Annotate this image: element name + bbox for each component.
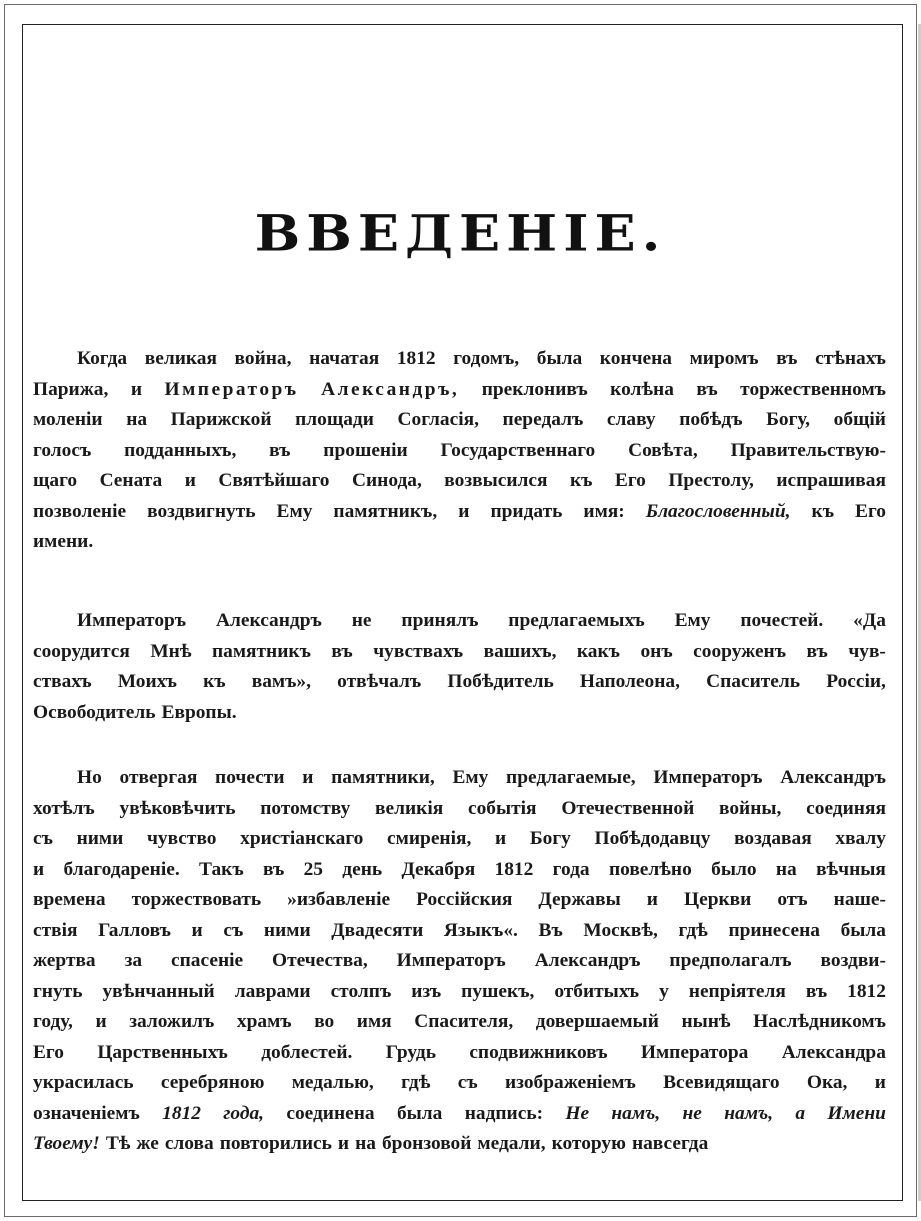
paragraph-1 bbox=[33, 344, 886, 558]
word: Согласiя, bbox=[397, 409, 479, 430]
word: времена bbox=[33, 889, 106, 910]
word: года bbox=[552, 858, 590, 880]
text-line bbox=[33, 698, 886, 729]
word: сподвижниковъ bbox=[469, 1041, 608, 1063]
word: увѣнчанный bbox=[102, 980, 215, 1002]
word: 25 bbox=[303, 858, 323, 880]
word: и bbox=[874, 1072, 886, 1093]
word: пушекъ, bbox=[461, 980, 535, 1002]
word: бронзовой bbox=[381, 1133, 472, 1154]
word: имя bbox=[356, 1011, 392, 1032]
text-line bbox=[33, 946, 886, 977]
word: торжествовать bbox=[131, 889, 262, 910]
word: и bbox=[458, 500, 470, 522]
word: ними bbox=[263, 919, 311, 941]
word: въ bbox=[269, 439, 291, 461]
word: почести bbox=[215, 767, 285, 788]
word: серебряною bbox=[160, 1072, 265, 1093]
word: великая bbox=[144, 348, 217, 369]
word: колѣна bbox=[610, 378, 674, 400]
word: щаго bbox=[33, 470, 78, 491]
word: въ bbox=[262, 858, 285, 880]
word: ними bbox=[76, 828, 124, 849]
word: преклонивъ bbox=[481, 378, 588, 400]
word: торжественномъ bbox=[740, 378, 886, 400]
word: памятникъ, bbox=[333, 500, 438, 522]
word: украсилась bbox=[33, 1072, 134, 1093]
text-line bbox=[33, 667, 886, 698]
word: принесена bbox=[728, 919, 820, 941]
word: означенiемъ bbox=[33, 1102, 140, 1124]
text-line bbox=[33, 916, 886, 947]
word: за bbox=[124, 950, 143, 971]
word: голосъ bbox=[33, 439, 92, 461]
page-title: ВВЕДЕНIЕ. bbox=[254, 203, 667, 263]
text-line bbox=[33, 794, 886, 825]
word: испрашивая bbox=[776, 470, 886, 491]
word: гдѣ bbox=[401, 1072, 431, 1093]
text-line bbox=[33, 436, 886, 467]
word: «Да bbox=[853, 610, 886, 631]
word: храмъ bbox=[236, 1011, 292, 1032]
word: намъ, bbox=[724, 1102, 774, 1124]
word: во bbox=[314, 1011, 335, 1032]
word: Совѣта, bbox=[628, 439, 698, 461]
text-line bbox=[33, 855, 886, 886]
word: предлагаемые, bbox=[506, 767, 636, 788]
word: воздвигнуть bbox=[147, 500, 256, 522]
word: Тѣ bbox=[105, 1133, 131, 1154]
word: ствахъ bbox=[33, 671, 92, 692]
word: Спасителя, bbox=[414, 1011, 514, 1032]
word: заложилъ bbox=[129, 1011, 215, 1032]
word: въ bbox=[805, 980, 828, 1002]
word: 1812 bbox=[494, 858, 534, 880]
word: Галловъ bbox=[98, 919, 171, 941]
word: соединена bbox=[286, 1102, 375, 1124]
word: отвергая bbox=[119, 767, 198, 788]
word: Имени bbox=[827, 1102, 886, 1124]
word: повторились bbox=[219, 1133, 332, 1154]
text-line bbox=[33, 1007, 886, 1038]
word: которую bbox=[551, 1133, 626, 1154]
word: вамъ», bbox=[251, 671, 311, 692]
word: христiанскаго bbox=[240, 828, 364, 849]
word: Побѣдитель bbox=[447, 671, 554, 692]
word: Царственныхъ bbox=[97, 1041, 228, 1063]
word: Александра bbox=[781, 1041, 886, 1063]
word: чув- bbox=[848, 640, 886, 662]
word: день bbox=[342, 858, 383, 880]
word: Москвѣ, bbox=[583, 919, 658, 941]
word: начатая bbox=[309, 348, 380, 369]
word: изображенiемъ bbox=[504, 1072, 636, 1093]
word: медалью, bbox=[291, 1072, 374, 1093]
word: Церкви bbox=[684, 889, 752, 910]
word: позволенiе bbox=[33, 500, 127, 522]
paragraph-2 bbox=[33, 606, 886, 728]
word: повелѣно bbox=[608, 858, 692, 880]
word: Богу, bbox=[766, 409, 811, 430]
word: и bbox=[337, 1133, 350, 1154]
word: Александръ, bbox=[321, 378, 460, 400]
word: и bbox=[302, 767, 314, 788]
text-line bbox=[33, 637, 886, 668]
word: надпись: bbox=[464, 1102, 544, 1124]
word: была bbox=[396, 1102, 443, 1124]
word: отъ bbox=[777, 889, 808, 910]
word: Правительствую- bbox=[730, 439, 886, 461]
word: на bbox=[126, 409, 148, 430]
word: нынѣ bbox=[681, 1011, 731, 1032]
word: Престолу, bbox=[668, 470, 754, 491]
word: Грудь bbox=[385, 1041, 436, 1063]
word: съ bbox=[33, 828, 53, 849]
word: общiй bbox=[833, 409, 886, 430]
word: хвалу bbox=[835, 828, 886, 849]
text-line bbox=[33, 1129, 886, 1160]
word: Ему bbox=[452, 767, 489, 788]
word: соединяя bbox=[806, 797, 886, 819]
word: изъ bbox=[411, 980, 442, 1002]
word: Богу bbox=[529, 828, 571, 849]
word: не bbox=[682, 1102, 702, 1124]
word: благодаренiе. bbox=[63, 858, 180, 880]
word: Россiйския bbox=[416, 889, 513, 910]
word: площади bbox=[295, 409, 374, 430]
word: отвѣчалъ bbox=[337, 671, 422, 692]
word: побѣдъ bbox=[679, 409, 743, 430]
word: почестей. bbox=[740, 610, 824, 631]
word: Наполеона, bbox=[579, 671, 680, 692]
word: съ bbox=[223, 919, 244, 941]
word: Сената bbox=[99, 470, 163, 491]
word: Ему bbox=[674, 610, 711, 631]
word: Ока, bbox=[806, 1072, 848, 1093]
word: году, bbox=[33, 1011, 73, 1032]
word: воздви- bbox=[820, 950, 886, 971]
word: стѣнахъ bbox=[815, 348, 886, 369]
word: отбитыхъ bbox=[554, 980, 640, 1002]
word: Императоръ bbox=[653, 767, 763, 788]
word: предлагаемыхъ bbox=[508, 610, 645, 631]
word: война, bbox=[234, 348, 292, 369]
word: Твоему! bbox=[33, 1133, 100, 1154]
word: же bbox=[136, 1133, 159, 1154]
word: Россiи, bbox=[826, 671, 886, 692]
text-line bbox=[33, 606, 886, 637]
text-line bbox=[33, 824, 886, 855]
word: передалъ bbox=[502, 409, 584, 430]
word: къ bbox=[203, 671, 226, 692]
word: навсегда bbox=[631, 1133, 709, 1154]
word: прошенiи bbox=[323, 439, 408, 461]
word: памятники, bbox=[331, 767, 435, 788]
word: и bbox=[191, 919, 203, 941]
word: на bbox=[355, 1133, 376, 1154]
word: великiя bbox=[375, 797, 444, 819]
paragraph-3 bbox=[33, 763, 886, 1160]
word: Александръ bbox=[216, 610, 322, 631]
word: Не bbox=[565, 1102, 590, 1124]
text-line bbox=[33, 527, 886, 558]
word: Отечественной bbox=[561, 797, 695, 819]
word: потомству bbox=[260, 797, 351, 819]
word: Его bbox=[855, 500, 886, 522]
word: какъ bbox=[576, 640, 620, 662]
text-line bbox=[33, 405, 886, 436]
text-line bbox=[33, 885, 886, 916]
word: смиренiя, bbox=[387, 828, 472, 849]
word: 1812 bbox=[396, 348, 436, 369]
word: Парижа, bbox=[33, 378, 109, 400]
word: Языкъ«. bbox=[443, 919, 518, 941]
word: и bbox=[95, 1011, 107, 1032]
word: была bbox=[536, 348, 583, 369]
word: Освободитель bbox=[33, 701, 156, 723]
word: Его bbox=[33, 1041, 64, 1063]
word: и bbox=[130, 378, 143, 400]
word: Когда bbox=[77, 348, 128, 369]
word: Европы. bbox=[161, 701, 237, 723]
word: соорудится bbox=[33, 640, 130, 662]
word: Державы bbox=[538, 889, 621, 910]
word: съ bbox=[457, 1072, 478, 1093]
word: Побѣдодавцу bbox=[594, 828, 711, 849]
text-line bbox=[33, 375, 886, 406]
word: въ bbox=[806, 640, 828, 662]
word: вѣчныя bbox=[816, 858, 886, 880]
word: намъ, bbox=[611, 1102, 661, 1124]
word: и bbox=[646, 889, 658, 910]
word: была bbox=[840, 919, 886, 941]
word: Такъ bbox=[199, 858, 244, 880]
word: Святѣйшаго bbox=[218, 470, 330, 491]
word: Всевидящаго bbox=[663, 1072, 780, 1093]
word: довершаемый bbox=[535, 1011, 659, 1032]
word: наше- bbox=[833, 889, 886, 910]
word: медали, bbox=[477, 1133, 546, 1154]
word: а bbox=[795, 1102, 806, 1124]
word: доблестей. bbox=[261, 1041, 353, 1063]
word: къ bbox=[569, 470, 593, 491]
word: Въ bbox=[538, 919, 563, 941]
word: не bbox=[351, 610, 372, 631]
word: сооруженъ bbox=[693, 640, 787, 662]
word: онъ bbox=[640, 640, 673, 662]
word: Парижской bbox=[170, 409, 272, 430]
word: Двадесяти bbox=[331, 919, 424, 941]
word: года, bbox=[223, 1102, 265, 1124]
word: въ bbox=[696, 378, 718, 400]
word: Но bbox=[77, 767, 102, 788]
word: Его bbox=[614, 470, 646, 491]
word: Благословенный, bbox=[645, 500, 791, 522]
word: гнуть bbox=[33, 980, 83, 1002]
text-line bbox=[33, 977, 886, 1008]
word: хотѣлъ bbox=[33, 797, 95, 819]
word: гдѣ bbox=[678, 919, 708, 941]
word: Императоръ bbox=[396, 950, 506, 971]
word: Императоръ bbox=[77, 610, 187, 631]
text-line bbox=[33, 1038, 886, 1069]
text-line bbox=[33, 763, 886, 794]
word: Императора bbox=[640, 1041, 749, 1063]
word: у bbox=[659, 980, 669, 1002]
word: и bbox=[33, 858, 45, 880]
word: къ bbox=[811, 500, 835, 522]
word: Синода, bbox=[351, 470, 422, 491]
word: событiя bbox=[468, 797, 537, 819]
text-line bbox=[33, 1068, 886, 1099]
text-line bbox=[33, 466, 886, 497]
word: славу bbox=[606, 409, 656, 430]
word: моленiи bbox=[33, 409, 103, 430]
word: Ему bbox=[276, 500, 313, 522]
word: Александръ bbox=[534, 950, 641, 971]
word: лаврами bbox=[234, 980, 311, 1002]
word: 1812 bbox=[847, 980, 886, 1002]
word: Александръ bbox=[780, 767, 886, 788]
word: 1812 bbox=[162, 1102, 201, 1124]
word: чувство bbox=[146, 828, 217, 849]
word: увѣковѣчить bbox=[119, 797, 236, 819]
word: памятникъ bbox=[211, 640, 311, 662]
word: имя: bbox=[583, 500, 625, 522]
word: Наслѣдникомъ bbox=[753, 1011, 886, 1032]
word: ствiя bbox=[33, 919, 78, 941]
word: предполагалъ bbox=[669, 950, 792, 971]
word: спасенiе bbox=[171, 950, 244, 971]
word: и bbox=[494, 828, 507, 849]
word: непрiятеля bbox=[688, 980, 786, 1002]
word: кончена bbox=[599, 348, 672, 369]
text-line bbox=[33, 497, 886, 528]
word: годомъ, bbox=[453, 348, 520, 369]
word: слова bbox=[164, 1133, 214, 1154]
word: принялъ bbox=[401, 610, 479, 631]
word: Спаситель bbox=[706, 671, 801, 692]
word: »избавленiе bbox=[287, 889, 391, 910]
word: столпъ bbox=[330, 980, 392, 1002]
word: Отечества, bbox=[272, 950, 368, 971]
word: воздавая bbox=[734, 828, 812, 849]
word: въ bbox=[331, 640, 353, 662]
word: Императоръ bbox=[164, 378, 299, 400]
word: войны, bbox=[719, 797, 782, 819]
word: Моихъ bbox=[117, 671, 177, 692]
text-line bbox=[33, 1099, 886, 1130]
word: миромъ bbox=[689, 348, 759, 369]
word: Государственнаго bbox=[440, 439, 596, 461]
word: жертва bbox=[33, 950, 96, 971]
word: было bbox=[711, 858, 757, 880]
word: и bbox=[184, 470, 196, 491]
word: чувствахъ bbox=[373, 640, 464, 662]
word: на bbox=[775, 858, 797, 880]
word: подданныхъ, bbox=[124, 439, 237, 461]
word: вашихъ, bbox=[483, 640, 557, 662]
word: придать bbox=[490, 500, 563, 522]
word: въ bbox=[776, 348, 798, 369]
word: Мнѣ bbox=[150, 640, 192, 662]
word: Декабря bbox=[401, 858, 476, 880]
word: возвысился bbox=[444, 470, 548, 491]
word: имени. bbox=[33, 531, 94, 552]
text-line bbox=[33, 344, 886, 375]
